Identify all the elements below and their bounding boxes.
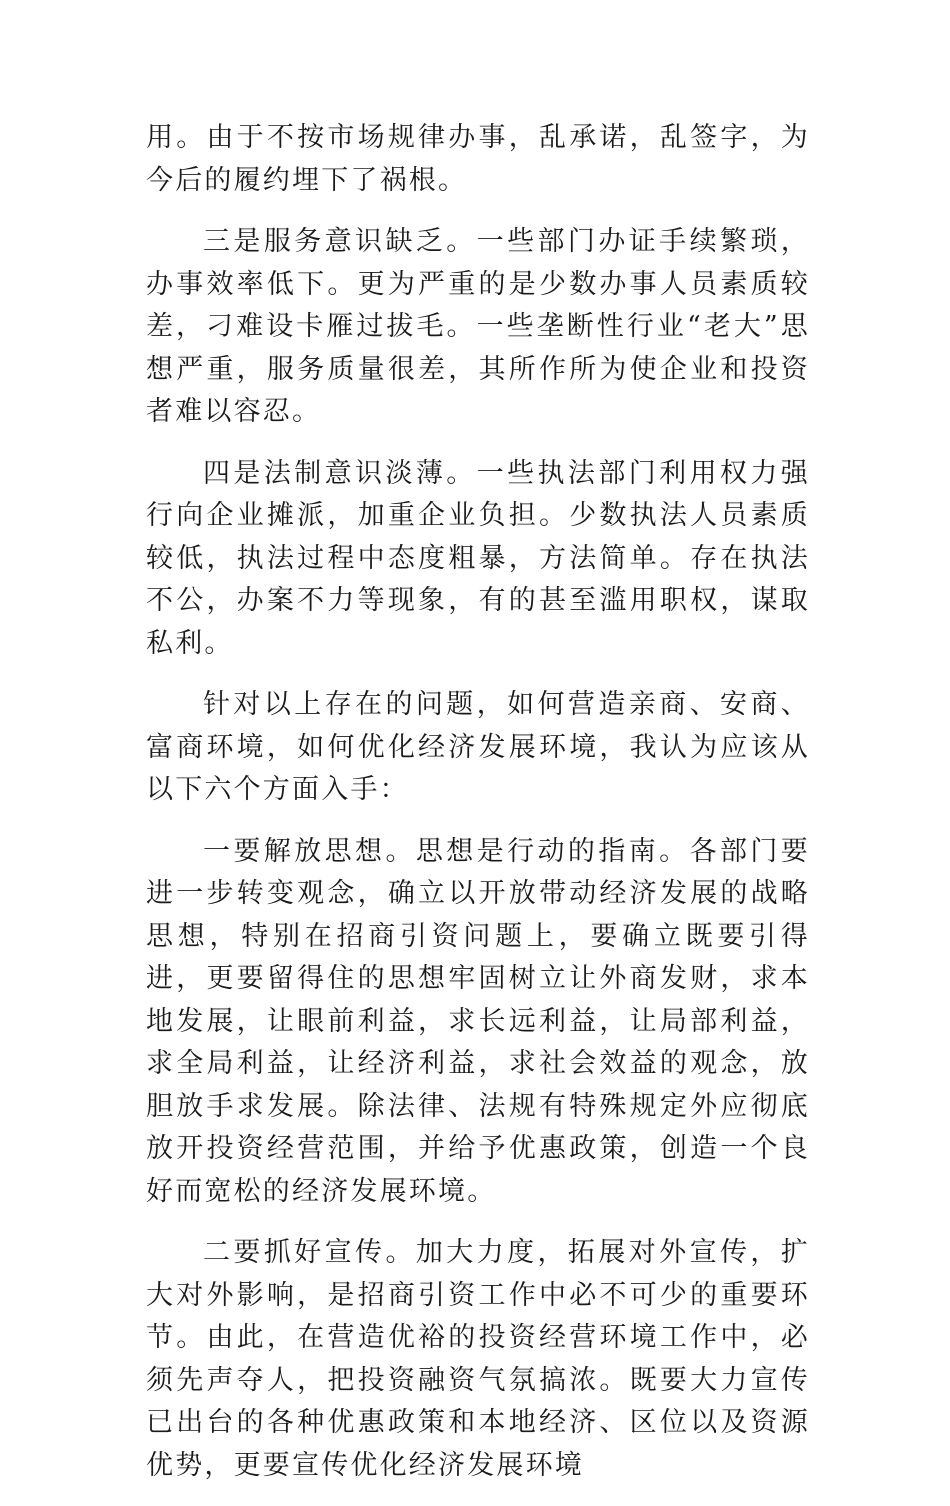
document-body [146,117,810,1506]
paragraph-continuation: 用。由于不按市场规律办事，乱承诺，乱签字，为今后的履约埋下了祸根。 [146,122,810,196]
paragraph-legal-awareness: 四是法制意识淡薄。一些执法部门利用权力强行向企业摊派，加重企业负担。少数执法人员素质较低，执法过程中态度粗暴，方法简单。存在执法不公，办案不力等现象，有的甚至滥用职权，谋取私利。 [146,457,810,659]
paragraph-publicity: 二要抓好宣传。加大力度，拓展对外宣传，扩大对外影响，是招商引资工作中必不可少的重要环节。由此，在营造优裕的投资经营环境工作中，必须先声夺人，把投资融资气氛搞浓。既要大力宣传已出台的各种优惠政策和本地经济、区位以及资源优势，更要宣传优化经济发展环境 [146,1237,810,1481]
paragraph-six-aspects-intro: 针对以上存在的问题，如何营造亲商、安商、富商环境，如何优化经济发展环境，我认为应该从以下六个方面入手： [146,689,810,805]
paragraph-emancipate-mind: 一要解放思想。思想是行动的指南。各部门要进一步转变观念，确立以开放带动经济发展的战略思想，特别在招商引资问题上，要确立既要引得进，更要留得住的思想牢固树立让外商发财，求本地发展，让眼前利益，求长远利益，让局部利益，求全局利益，让经济利益，求社会效益的观念，放胆放手求发展。除法律、法规有特殊规定外应彻底放开投资经营范围，并给予优惠政策，创造一个良好而宽松的经济发展环境。 [146,835,810,1207]
paragraph-service-awareness: 三是服务意识缺乏。一些部门办证手续繁琐，办事效率低下。更为严重的是少数办事人员素质较差，刁难设卡雁过拔毛。一些垄断性行业“老大”思想严重，服务质量很差，其所作所为使企业和投资者难以容忍。 [146,226,810,427]
